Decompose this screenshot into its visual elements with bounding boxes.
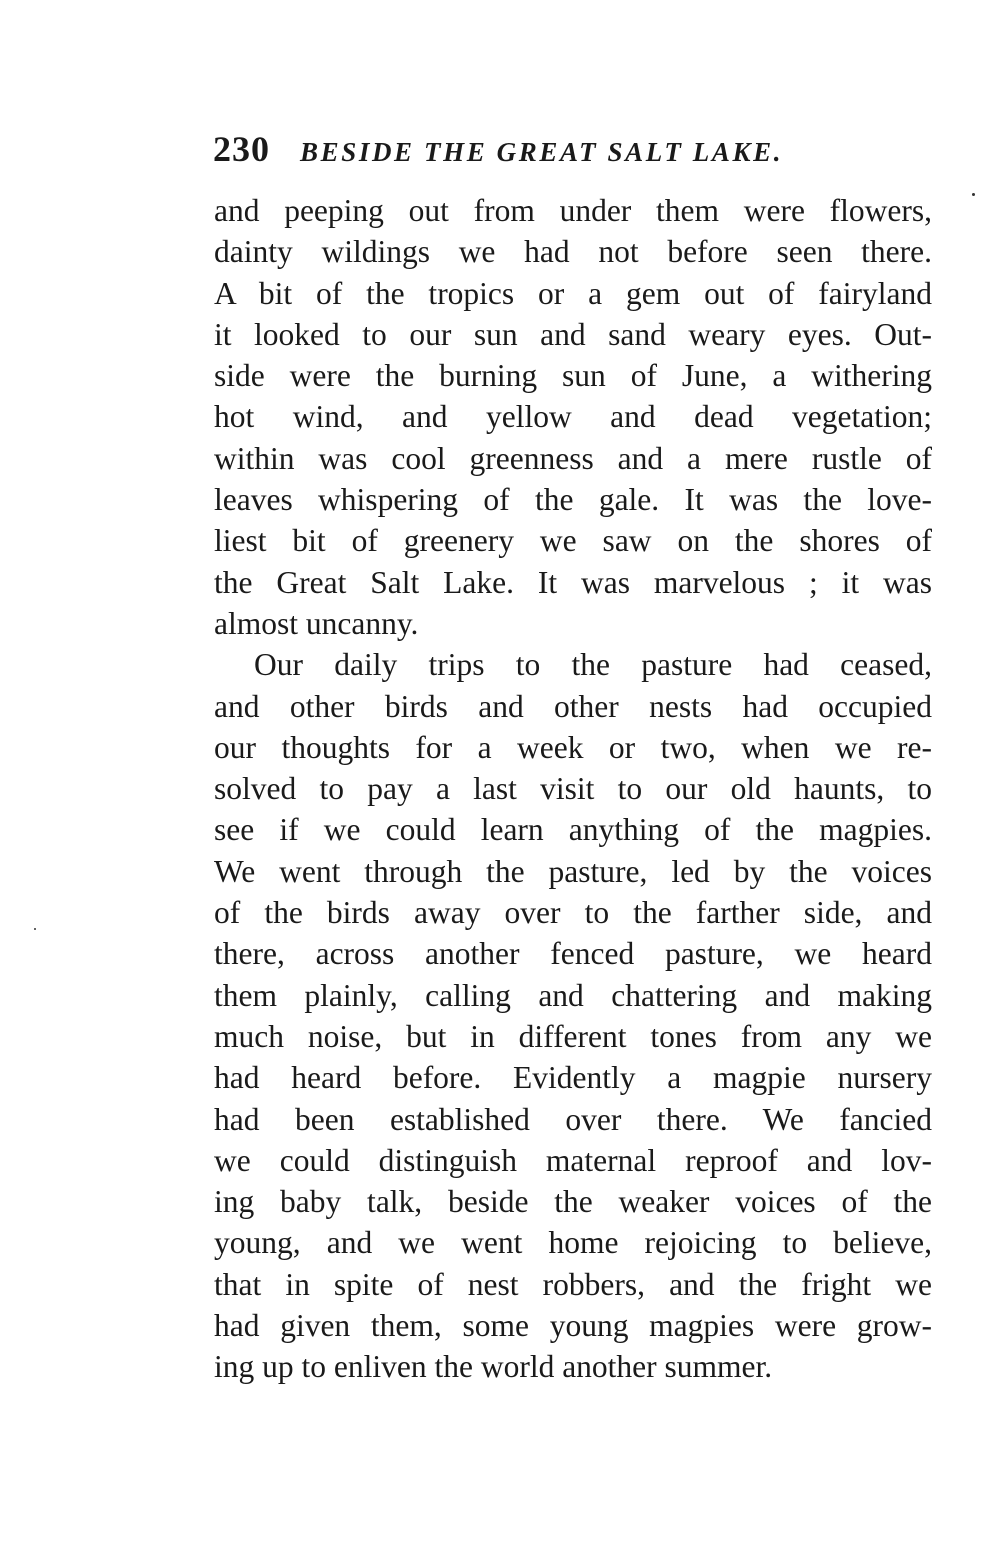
text-line: there, across another fenced pasture, we heard: [214, 936, 932, 972]
scan-speck: [34, 928, 36, 930]
text-line: our thoughts for a week or two, when we re-: [214, 729, 932, 765]
scan-speck: [972, 193, 975, 196]
text-line: we could distinguish maternal reproof and lov-: [214, 1142, 932, 1178]
paragraph-1: [214, 190, 932, 644]
text-line: liest bit of greenery we saw on the shores of: [214, 523, 932, 559]
text-line: it looked to our sun and sand weary eyes. Out-: [214, 316, 932, 352]
text-line: hot wind, and yellow and dead vegetation;: [214, 399, 932, 435]
running-title: BESIDE THE GREAT SALT LAKE.: [300, 137, 784, 167]
text-line: A bit of the tropics or a gem out of fairyland: [214, 275, 932, 311]
text-line: had heard before. Evidently a magpie nursery: [214, 1060, 932, 1096]
paragraph-2: [214, 644, 932, 1387]
text-line: side were the burning sun of June, a withering: [214, 358, 932, 394]
text-line: and peeping out from under them were flowers,: [214, 193, 932, 228]
text-line: solved to pay a last visit to our old haunts, to: [214, 771, 932, 807]
page-number: 230: [213, 129, 270, 169]
text-line: see if we could learn anything of the magpies.: [214, 812, 932, 848]
text-line: ing baby talk, beside the weaker voices of the: [214, 1184, 932, 1220]
body-text: [214, 190, 932, 1388]
text-line: We went through the pasture, led by the voices: [214, 853, 932, 889]
text-line: dainty wildings we had not before seen there.: [214, 234, 932, 270]
running-head: [213, 128, 933, 172]
text-line: the Great Salt Lake. It was marvelous ; it was: [214, 564, 932, 600]
text-line: Our daily trips to the pasture had ceased,: [254, 647, 932, 683]
text-line: almost uncanny.: [214, 605, 419, 641]
text-line: within was cool greenness and a mere rustle of: [214, 440, 932, 476]
text-line: that in spite of nest robbers, and the fright we: [214, 1266, 932, 1302]
text-line: of the birds away over to the farther side, and: [214, 895, 932, 931]
text-line: had been established over there. We fancied: [214, 1101, 932, 1137]
text-line: leaves whispering of the gale. It was the love-: [214, 482, 932, 518]
text-line: much noise, but in different tones from any we: [214, 1018, 932, 1054]
text-line: had given them, some young magpies were grow-: [214, 1308, 932, 1344]
text-line: ing up to enliven the world another summer.: [214, 1349, 773, 1385]
text-line: them plainly, calling and chattering and making: [214, 977, 932, 1013]
text-line: and other birds and other nests had occupied: [214, 688, 932, 724]
text-line: young, and we went home rejoicing to believe,: [214, 1225, 932, 1261]
